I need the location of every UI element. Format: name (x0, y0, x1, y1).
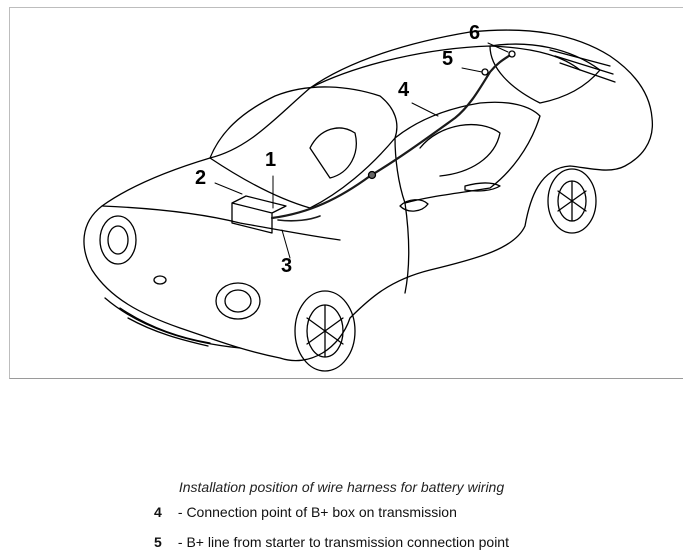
right-headlight (216, 283, 260, 319)
seat-outline (310, 128, 356, 178)
harness-connector (369, 172, 376, 179)
transmission-connection (482, 69, 488, 75)
callout-6: 6 (469, 22, 481, 44)
legend-text: - B+ line from starter to transmission connection point (177, 534, 509, 550)
battery-box (232, 196, 286, 233)
callout-leader-2 (215, 183, 242, 194)
grille (120, 308, 210, 346)
callout-4: 4 (398, 79, 410, 101)
hood-badge (154, 276, 166, 284)
car-illustration (10, 8, 683, 379)
legend-number: 5 (154, 534, 162, 550)
callout-1: 1 (265, 149, 277, 171)
legend-number: 4 (154, 504, 162, 520)
diagram-frame (9, 7, 683, 379)
callout-5: 5 (442, 48, 454, 70)
left-headlight (100, 216, 136, 264)
callout-leader-3 (282, 230, 290, 258)
rear-slats (550, 50, 615, 82)
legend-item-5 (154, 534, 509, 550)
callout-2: 2 (195, 167, 207, 189)
figure-caption: Installation position of wire harness for battery wiring (178, 479, 505, 495)
wire-harness (272, 54, 512, 218)
callout-leader-5 (462, 68, 482, 72)
side-window (395, 102, 540, 203)
car-body-outline (84, 30, 652, 361)
legend-text: - Connection point of B+ box on transmission (177, 504, 457, 520)
door-line (405, 203, 409, 293)
callout-leader-4 (412, 103, 438, 116)
legend-item-4 (154, 504, 457, 520)
callout-3: 3 (281, 255, 293, 277)
front-bumper (105, 298, 240, 348)
